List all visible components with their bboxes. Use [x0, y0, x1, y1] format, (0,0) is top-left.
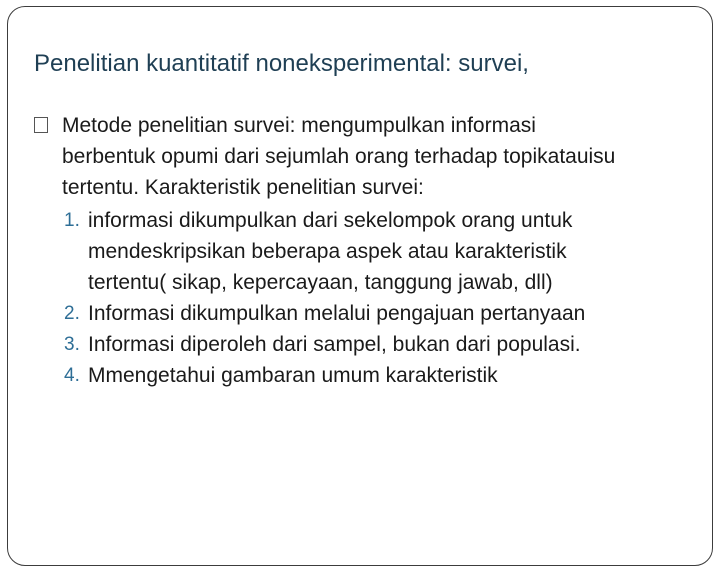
slide-title: Penelitian kuantitatif noneksperimental: survei, [34, 50, 529, 77]
list-item-text: informasi dikumpulkan dari sekelompok orang untuk mendeskripsikan beberapa aspek atau karakteristik tertentu( sikap, kepercayaan, tanggung jawab, dll) [88, 209, 573, 294]
list-item-text: Informasi dikumpulkan melalui pengajuan pertanyaan [88, 302, 586, 325]
list-item-number: 1. [64, 210, 80, 231]
list-item [34, 329, 634, 360]
main-paragraph [34, 110, 634, 203]
list-item [34, 298, 634, 329]
list-item [34, 360, 634, 391]
main-paragraph-text: Metode penelitian survei: mengumpulkan informasi berbentuk opumi dari sejumlah orang terhadap topikatauisu tertentu. Karakteristik penelitian survei: [62, 114, 616, 199]
list-item [34, 205, 634, 298]
list-item-text: Informasi diperoleh dari sampel, bukan dari populasi. [88, 333, 581, 356]
list-item-number: 2. [64, 303, 80, 324]
list-item-number: 3. [64, 334, 80, 355]
slide-body [34, 110, 634, 391]
bullet-icon [34, 117, 48, 133]
list-item-number: 4. [64, 365, 80, 386]
characteristics-list [34, 205, 634, 391]
list-item-text: Mmengetahui gambaran umum karakteristik [88, 364, 498, 387]
